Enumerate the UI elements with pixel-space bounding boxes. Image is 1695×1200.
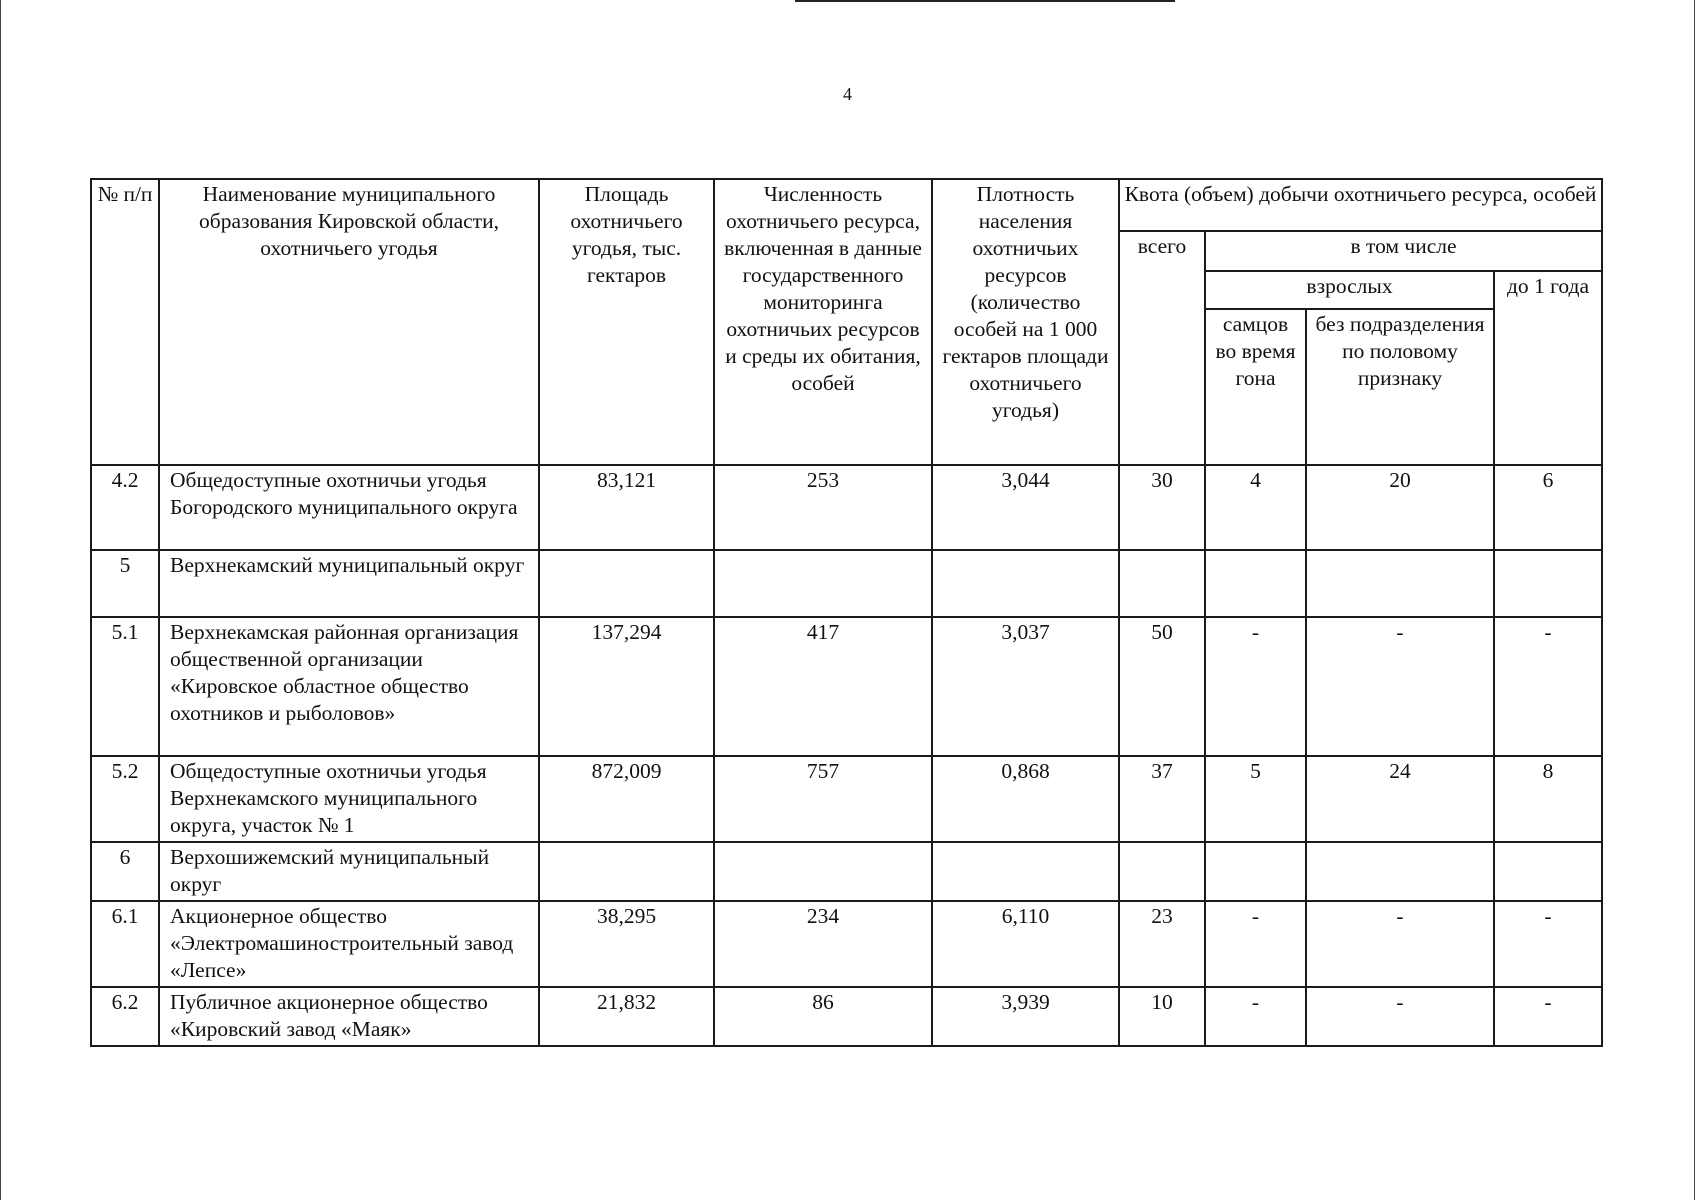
cell-males: - <box>1205 987 1306 1046</box>
cell-area: 872,009 <box>539 756 714 842</box>
cell-number: 6.2 <box>91 987 159 1046</box>
cell-name: Общедоступные охотничьи угодья Верхнекамского муниципального округа, участок № 1 <box>159 756 539 842</box>
page-number: 4 <box>843 84 852 104</box>
cell-total: 30 <box>1119 465 1205 550</box>
cell-density <box>932 550 1119 617</box>
cell-density: 3,044 <box>932 465 1119 550</box>
cell-total <box>1119 550 1205 617</box>
header-number: № п/п <box>91 179 159 465</box>
header-including: в том числе <box>1205 231 1602 271</box>
cell-population: 253 <box>714 465 932 550</box>
cell-number: 6.1 <box>91 901 159 987</box>
cell-number: 5.1 <box>91 617 159 756</box>
table-row <box>91 842 1602 901</box>
table-row <box>91 987 1602 1046</box>
cell-no-sex: 20 <box>1306 465 1494 550</box>
table-row <box>91 901 1602 987</box>
cell-area <box>539 842 714 901</box>
cell-no-sex: 24 <box>1306 756 1494 842</box>
cell-no-sex: - <box>1306 987 1494 1046</box>
scan-edge-left <box>0 0 1 1200</box>
cell-name: Акционерное общество «Электромашиностроительный завод «Лепсе» <box>159 901 539 987</box>
cell-population: 417 <box>714 617 932 756</box>
cell-population <box>714 550 932 617</box>
cell-name: Общедоступные охотничьи угодья Богородского муниципального округа <box>159 465 539 550</box>
cell-total: 23 <box>1119 901 1205 987</box>
cell-males: - <box>1205 617 1306 756</box>
cell-density: 0,868 <box>932 756 1119 842</box>
header-under-one-year: до 1 года <box>1494 271 1602 465</box>
cell-area: 137,294 <box>539 617 714 756</box>
cell-name: Публичное акционерное общество «Кировский завод «Маяк» <box>159 987 539 1046</box>
cell-number: 4.2 <box>91 465 159 550</box>
cell-area: 21,832 <box>539 987 714 1046</box>
cell-number: 5 <box>91 550 159 617</box>
cell-density: 3,939 <box>932 987 1119 1046</box>
cell-under-one: - <box>1494 901 1602 987</box>
cell-density: 3,037 <box>932 617 1119 756</box>
cell-area: 83,121 <box>539 465 714 550</box>
cell-area <box>539 550 714 617</box>
header-quota: Квота (объем) добычи охотничьего ресурса, особей <box>1119 179 1602 231</box>
cell-no-sex: - <box>1306 901 1494 987</box>
header-adults: взрослых <box>1205 271 1494 309</box>
cell-total: 50 <box>1119 617 1205 756</box>
cell-name: Верхошижемский муниципальный округ <box>159 842 539 901</box>
cell-males: 4 <box>1205 465 1306 550</box>
cell-no-sex: - <box>1306 617 1494 756</box>
cell-number: 6 <box>91 842 159 901</box>
cell-under-one: - <box>1494 617 1602 756</box>
scan-edge-top <box>795 0 1175 2</box>
cell-no-sex <box>1306 842 1494 901</box>
cell-density <box>932 842 1119 901</box>
cell-under-one: 6 <box>1494 465 1602 550</box>
cell-population: 757 <box>714 756 932 842</box>
cell-population <box>714 842 932 901</box>
cell-under-one <box>1494 550 1602 617</box>
cell-total: 10 <box>1119 987 1205 1046</box>
cell-area: 38,295 <box>539 901 714 987</box>
quota-table <box>90 178 1603 1047</box>
table-row <box>91 617 1602 756</box>
header-males-rut: самцов во время гона <box>1205 309 1306 465</box>
header-density: Плотность населения охотничьих ресурсов (количество особей на 1 000 гектаров площади охотничьего угодья) <box>932 179 1119 465</box>
table-row <box>91 550 1602 617</box>
cell-number: 5.2 <box>91 756 159 842</box>
header-population: Численность охотничьего ресурса, включенная в данные государственного мониторинга охотничьих ресурсов и среды их обитания, особей <box>714 179 932 465</box>
cell-under-one <box>1494 842 1602 901</box>
cell-no-sex <box>1306 550 1494 617</box>
header-area: Площадь охотничьего угодья, тыс. гектаров <box>539 179 714 465</box>
cell-males: 5 <box>1205 756 1306 842</box>
table-row <box>91 465 1602 550</box>
cell-name: Верхнекамская районная организация общественной организации «Кировское областное общество охотников и рыболовов» <box>159 617 539 756</box>
cell-males <box>1205 842 1306 901</box>
table-row <box>91 756 1602 842</box>
cell-total <box>1119 842 1205 901</box>
cell-males <box>1205 550 1306 617</box>
cell-density: 6,110 <box>932 901 1119 987</box>
header-total: всего <box>1119 231 1205 465</box>
header-name: Наименование муниципального образования Кировской области, охотничьего угодья <box>159 179 539 465</box>
cell-males: - <box>1205 901 1306 987</box>
cell-name: Верхнекамский муниципальный округ <box>159 550 539 617</box>
cell-under-one: - <box>1494 987 1602 1046</box>
cell-under-one: 8 <box>1494 756 1602 842</box>
cell-population: 234 <box>714 901 932 987</box>
cell-total: 37 <box>1119 756 1205 842</box>
header-no-sex-division: без подразделения по половому признаку <box>1306 309 1494 465</box>
cell-population: 86 <box>714 987 932 1046</box>
